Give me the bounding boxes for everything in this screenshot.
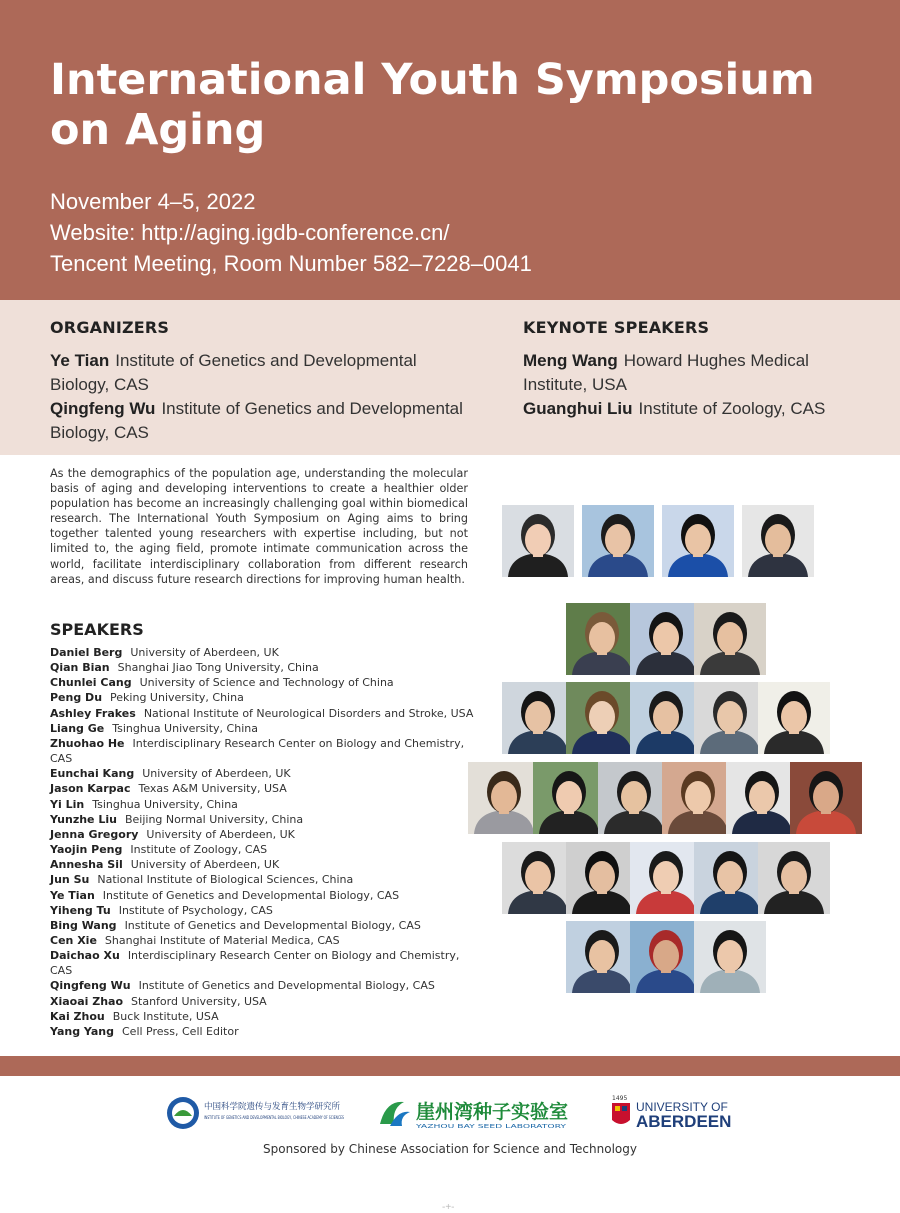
event-meta bbox=[50, 186, 870, 279]
organizer-name: Ye Tian bbox=[50, 351, 110, 370]
speaker-affiliation: Stanford University, USA bbox=[131, 994, 267, 1008]
intro-paragraph: As the demographics of the population age, understanding the molecular basis of aging and developing interventions to create a healthier older population has become an increasingly challenging goal within biomedical research. The International Youth Symposium on Aging aims to bring together talented young researchers with expertise including, but not limited to, the aging field, promote intimate communication across the world, facilitate interdisciplinary collaboration from different research areas, and discuss future research directions for improving human health. bbox=[50, 467, 468, 586]
speaker-photo bbox=[566, 603, 638, 675]
portrait-image bbox=[502, 842, 574, 914]
speaker-name: Yunzhe Liu bbox=[50, 812, 117, 826]
speaker-name: Qingfeng Wu bbox=[50, 979, 131, 993]
speaker-affiliation: Shanghai Jiao Tong University, China bbox=[117, 661, 319, 675]
speaker-photo bbox=[582, 505, 654, 577]
speaker-affiliation: Institute of Genetics and Developmental Biology, CAS bbox=[124, 918, 421, 932]
speaker-affiliation: Peking University, China bbox=[110, 691, 244, 705]
speaker-photo bbox=[598, 762, 670, 834]
speaker-name: Yi Lin bbox=[50, 797, 85, 811]
portrait-image bbox=[502, 505, 574, 577]
organizer-item bbox=[50, 397, 480, 445]
speaker-photo bbox=[790, 762, 862, 834]
speaker-item bbox=[50, 933, 475, 948]
portrait-image bbox=[790, 762, 862, 834]
organizers-section bbox=[50, 318, 480, 445]
keynote-item bbox=[523, 397, 873, 421]
keynote-heading: KEYNOTE SPEAKERS bbox=[523, 318, 710, 337]
speaker-item bbox=[50, 978, 475, 993]
portrait-image bbox=[726, 762, 798, 834]
portrait-image bbox=[630, 603, 702, 675]
speaker-affiliation: Buck Institute, USA bbox=[112, 1009, 219, 1023]
keynote-name: Guanghui Liu bbox=[523, 399, 633, 418]
speaker-photo bbox=[566, 682, 638, 754]
organizers-heading: ORGANIZERS bbox=[50, 318, 170, 337]
speaker-item bbox=[50, 888, 475, 903]
speaker-item bbox=[50, 766, 475, 781]
speaker-photo bbox=[758, 682, 830, 754]
speaker-name: Jason Karpac bbox=[50, 782, 131, 796]
organizer-name: Qingfeng Wu bbox=[50, 399, 156, 418]
igdb-logo-subtext: INSTITUTE OF GENETICS AND DEVELOPMENTAL BIOLOGY, CHINESE ACADEMY OF SCIENCES bbox=[204, 1115, 345, 1120]
speaker-name: Yaojin Peng bbox=[50, 843, 123, 857]
speaker-name: Jun Su bbox=[50, 873, 90, 887]
speaker-photo bbox=[726, 762, 798, 834]
portrait-image bbox=[582, 505, 654, 577]
speaker-item bbox=[50, 781, 475, 796]
yazhou-logo-text: 崖州湾种子实验室 bbox=[416, 1101, 569, 1123]
speaker-affiliation: Institute of Zoology, CAS bbox=[130, 843, 268, 857]
speaker-item bbox=[50, 1024, 475, 1039]
speaker-item bbox=[50, 675, 475, 690]
speaker-affiliation: Tsinghua University, China bbox=[92, 797, 238, 811]
speaker-item bbox=[50, 842, 475, 857]
speaker-item bbox=[50, 797, 475, 812]
organizer-item bbox=[50, 349, 480, 397]
speaker-name: Daichao Xu bbox=[50, 949, 120, 963]
aberdeen-crest-detail bbox=[615, 1106, 620, 1111]
speaker-item bbox=[50, 812, 475, 827]
portrait-image bbox=[758, 682, 830, 754]
speaker-affiliation: University of Aberdeen, UK bbox=[146, 827, 295, 841]
portrait-image bbox=[468, 762, 540, 834]
speaker-photo bbox=[630, 842, 702, 914]
speaker-photo bbox=[566, 921, 638, 993]
yazhou-logo bbox=[376, 1094, 572, 1132]
portrait-image bbox=[566, 921, 638, 993]
speaker-affiliation: University of Science and Technology of China bbox=[139, 676, 394, 690]
speaker-affiliation: University of Aberdeen, UK bbox=[142, 767, 291, 781]
event-date: November 4–5, 2022 bbox=[50, 189, 256, 214]
speaker-photo bbox=[502, 682, 574, 754]
keynote-affiliation: Institute of Zoology, CAS bbox=[638, 399, 826, 418]
keynote-item bbox=[523, 349, 873, 397]
speaker-photo bbox=[566, 842, 638, 914]
speaker-affiliation: Tsinghua University, China bbox=[112, 721, 258, 735]
speaker-item bbox=[50, 994, 475, 1009]
portrait-image bbox=[598, 762, 670, 834]
portrait-image bbox=[533, 762, 605, 834]
speaker-photo bbox=[694, 603, 766, 675]
speaker-affiliation: National Institute of Neurological Disorders and Stroke, USA bbox=[143, 706, 474, 720]
speaker-affiliation: Shanghai Institute of Material Medica, CAS bbox=[104, 933, 340, 947]
speaker-photo bbox=[468, 762, 540, 834]
portrait-image bbox=[630, 921, 702, 993]
event-website[interactable]: Website: http://aging.igdb-conference.cn/ bbox=[50, 220, 450, 245]
speaker-item bbox=[50, 948, 475, 978]
sponsor-text: Sponsored by Chinese Association for Science and Technology bbox=[263, 1142, 637, 1156]
speaker-item bbox=[50, 645, 475, 660]
speaker-affiliation: Texas A&M University, USA bbox=[138, 782, 287, 796]
speaker-photo bbox=[662, 762, 734, 834]
speaker-photo bbox=[630, 921, 702, 993]
speaker-photo bbox=[502, 505, 574, 577]
speaker-affiliation: Interdisciplinary Research Center on Biology and Chemistry, CAS bbox=[50, 736, 465, 766]
aberdeen-text-top: UNIVERSITY OF bbox=[636, 1100, 728, 1114]
portrait-image bbox=[630, 682, 702, 754]
aberdeen-logo bbox=[610, 1094, 740, 1132]
organizer-affiliation: Institute of Genetics and Developmental Biology, CAS bbox=[50, 399, 463, 442]
speaker-name: Yiheng Tu bbox=[50, 903, 111, 917]
organizer-affiliation: Institute of Genetics and Developmental Biology, CAS bbox=[50, 351, 417, 394]
speaker-photo bbox=[694, 682, 766, 754]
speaker-affiliation: Institute of Psychology, CAS bbox=[118, 903, 273, 917]
speaker-item bbox=[50, 706, 475, 721]
speaker-item bbox=[50, 690, 475, 705]
keynote-name: Meng Wang bbox=[523, 351, 618, 370]
registration-mark: -+- bbox=[442, 1202, 455, 1213]
portrait-image bbox=[566, 842, 638, 914]
speaker-name: Daniel Berg bbox=[50, 646, 123, 659]
speaker-item bbox=[50, 827, 475, 842]
speaker-affiliation: Beijing Normal University, China bbox=[124, 812, 304, 826]
igdb-logo bbox=[166, 1094, 346, 1132]
header-band bbox=[0, 0, 900, 300]
event-meeting: Tencent Meeting, Room Number 582–7228–0041 bbox=[50, 251, 532, 276]
aberdeen-year: 1495 bbox=[612, 1095, 628, 1102]
keynote-section bbox=[523, 318, 873, 421]
speaker-name: Peng Du bbox=[50, 691, 103, 705]
speaker-item bbox=[50, 872, 475, 887]
speaker-list bbox=[50, 645, 475, 1039]
aberdeen-text-bottom: ABERDEEN bbox=[636, 1112, 732, 1131]
keynote-affiliation: Howard Hughes Medical Institute, USA bbox=[523, 351, 809, 394]
speaker-photo bbox=[694, 921, 766, 993]
yazhou-logo-subtext: YAZHOU BAY SEED LABORATORY bbox=[414, 1124, 568, 1130]
speaker-name: Eunchai Kang bbox=[50, 767, 135, 781]
speaker-name: Ashley Frakes bbox=[50, 706, 136, 720]
portrait-image bbox=[694, 842, 766, 914]
speaker-name: Kai Zhou bbox=[50, 1009, 105, 1023]
speaker-name: Annesha Sil bbox=[50, 858, 123, 872]
speaker-photo bbox=[758, 842, 830, 914]
speaker-affiliation: Interdisciplinary Research Center on Biology and Chemistry, CAS bbox=[50, 949, 460, 978]
portrait-image bbox=[566, 603, 638, 675]
speaker-photo bbox=[630, 682, 702, 754]
footer-band bbox=[0, 1056, 900, 1076]
speaker-name: Bing Wang bbox=[50, 918, 117, 932]
speaker-photo bbox=[742, 505, 814, 577]
speaker-name: Chunlei Cang bbox=[50, 676, 132, 690]
speaker-photo bbox=[662, 505, 734, 577]
page-title: International Youth Symposium on Aging bbox=[50, 55, 815, 155]
speaker-photo bbox=[502, 842, 574, 914]
portrait-image bbox=[694, 603, 766, 675]
speaker-affiliation: Cell Press, Cell Editor bbox=[122, 1024, 239, 1038]
portrait-image bbox=[502, 682, 574, 754]
portrait-image bbox=[630, 842, 702, 914]
speaker-affiliation: University of Aberdeen, UK bbox=[130, 858, 280, 872]
speaker-name: Qian Bian bbox=[50, 661, 110, 675]
speaker-name: Xiaoai Zhao bbox=[50, 994, 124, 1008]
aberdeen-crest bbox=[612, 1103, 630, 1124]
speaker-affiliation: University of Aberdeen, UK bbox=[130, 646, 279, 659]
speaker-name: Jenna Gregory bbox=[50, 827, 139, 841]
portrait-image bbox=[662, 505, 734, 577]
speaker-item bbox=[50, 857, 475, 872]
speaker-item bbox=[50, 721, 475, 736]
speaker-photo bbox=[533, 762, 605, 834]
speaker-item bbox=[50, 918, 475, 933]
speaker-name: Zhuohao He bbox=[50, 736, 125, 750]
portrait-image bbox=[694, 682, 766, 754]
speaker-affiliation: Institute of Genetics and Developmental Biology, CAS bbox=[138, 979, 435, 993]
speaker-name: Yang Yang bbox=[50, 1024, 114, 1038]
portrait-image bbox=[662, 762, 734, 834]
portrait-image bbox=[758, 842, 830, 914]
speakers-heading: SPEAKERS bbox=[50, 620, 144, 639]
speaker-item bbox=[50, 660, 475, 675]
speaker-affiliation: Institute of Genetics and Developmental Biology, CAS bbox=[102, 888, 400, 902]
portrait-image bbox=[566, 682, 638, 754]
speaker-name: Cen Xie bbox=[50, 933, 97, 947]
speaker-item bbox=[50, 736, 475, 766]
speaker-item bbox=[50, 903, 475, 918]
portrait-image bbox=[742, 505, 814, 577]
speaker-name: Liang Ge bbox=[50, 721, 105, 735]
speaker-name: Ye Tian bbox=[50, 888, 95, 902]
speaker-photo bbox=[630, 603, 702, 675]
igdb-logo-text: 中国科学院遗传与发育生物学研究所 bbox=[204, 1102, 341, 1112]
speaker-affiliation: National Institute of Biological Sciences, China bbox=[97, 873, 354, 887]
portrait-image bbox=[694, 921, 766, 993]
aberdeen-crest-detail bbox=[622, 1106, 627, 1111]
speaker-item bbox=[50, 1009, 475, 1024]
organizers-band bbox=[0, 300, 900, 455]
speaker-photo bbox=[694, 842, 766, 914]
